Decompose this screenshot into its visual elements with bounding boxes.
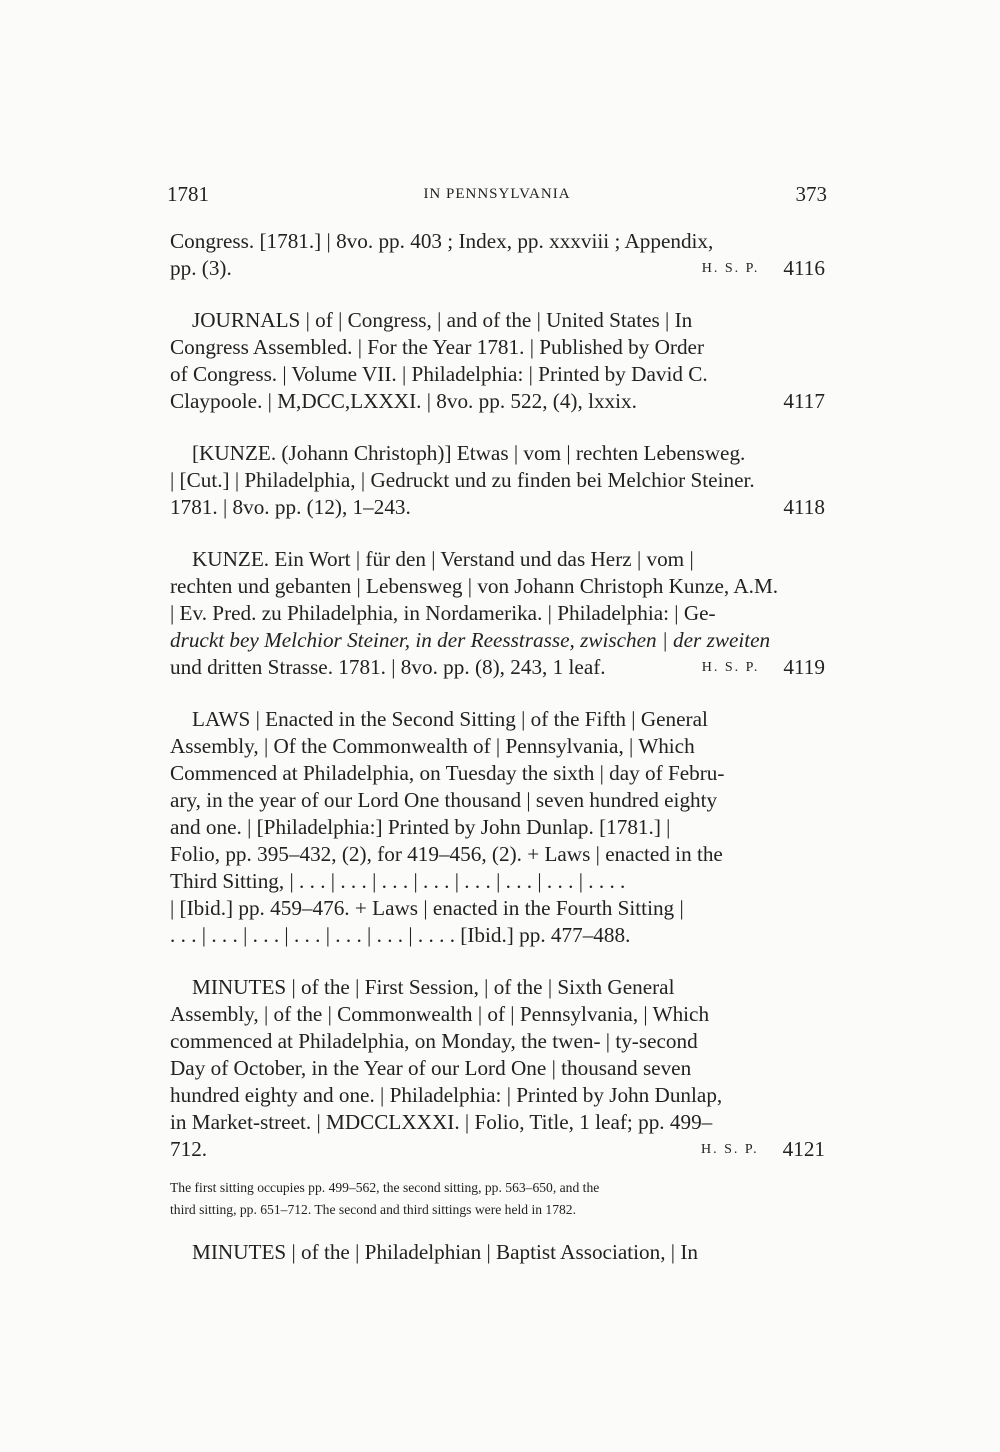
entry-line: | Ev. Pred. zu Philadelphia, in Nordamerika. | Philadelphia: | Ge- (170, 601, 716, 625)
entry-line: . . . | . . . | . . . | . . . | . . . | . . . | . . . . [Ibid.] pp. 477–488. (170, 923, 631, 947)
entry-tail (170, 1136, 825, 1163)
entry-last-line: Claypoole. | M,DCC,LXXXI. | 8vo. pp. 522, (4), lxxix. (170, 389, 637, 413)
entry-number: 4121 (782, 1137, 825, 1161)
entry-line: MINUTES | of the | Philadelphian | Baptist Association, | In (192, 1240, 698, 1264)
source-tag: H. S. P. (701, 660, 760, 675)
entry-line: | [Ibid.] pp. 459–476. + Laws | enacted in the Fourth Sitting | (170, 896, 684, 920)
entry-line: Third Sitting, | . . . | . . . | . . . | . . . | . . . | . . . | . . . | . . . . (170, 869, 626, 893)
running-head (167, 182, 827, 212)
entry-tail (170, 255, 825, 282)
entry-4119 (170, 546, 825, 681)
footnote-line: third sitting, pp. 651–712. The second and third sittings were held in 1782. (170, 1202, 577, 1217)
footnote-line: The first sitting occupies pp. 499–562, the second sitting, pp. 563–650, and the (170, 1180, 600, 1195)
running-head-title: IN PENNSYLVANIA (423, 186, 571, 202)
entry-4121 (170, 974, 825, 1163)
entry-number: 4118 (783, 495, 825, 519)
entry-line: MINUTES | of the | First Session, | of the | Sixth General (192, 975, 675, 999)
entry-number: 4116 (783, 256, 825, 280)
entry-line: JOURNALS | of | Congress, | and of the | United States | In (192, 308, 693, 332)
entry-line: LAWS | Enacted in the Second Sitting | of the Fifth | General (192, 707, 708, 731)
entry-line: Folio, pp. 395–432, (2), for 419–456, (2). + Laws | enacted in the (170, 842, 723, 866)
entry-4118 (170, 440, 825, 521)
entry-line: rechten und gebanten | Lebensweg | von Johann Christoph Kunze, A.M. (170, 574, 779, 598)
entry-line: KUNZE. Ein Wort | für den | Verstand und das Herz | vom | (192, 547, 694, 571)
entry-line: | [Cut.] | Philadelphia, | Gedruckt und zu finden bei Melchior Steiner. (170, 468, 755, 492)
entry-line: Congress. [1781.] | 8vo. pp. 403 ; Index, pp. xxxviii ; Appendix, (170, 229, 714, 253)
entry-line: Day of October, in the Year of our Lord One | thousand seven (170, 1056, 692, 1080)
entry-last-line: und dritten Strasse. 1781. | 8vo. pp. (8), 243, 1 leaf. (170, 655, 606, 679)
entry-laws (170, 706, 825, 949)
entry-last-line: 712. (170, 1137, 208, 1161)
entry-line: ary, in the year of our Lord One thousand | seven hundred eighty (170, 788, 718, 812)
entry-4117 (170, 307, 825, 415)
entry-line: Assembly, | of the | Commonwealth | of | Pennsylvania, | Which (170, 1002, 710, 1026)
footnote (170, 1177, 825, 1221)
entry-number: 4117 (783, 389, 825, 413)
entry-number: 4119 (783, 655, 825, 679)
running-head-year: 1781 (167, 182, 209, 206)
entry-line: in Market-street. | MDCCLXXXI. | Folio, Title, 1 leaf; pp. 499– (170, 1110, 713, 1134)
entry-tail (170, 494, 825, 521)
entry-line: commenced at Philadelphia, on Monday, the twen- | ty-second (170, 1029, 698, 1053)
entry-tail (170, 654, 825, 681)
entry-line: and one. | [Philadelphia:] Printed by John Dunlap. [1781.] | (170, 815, 671, 839)
entry-minutes-baptist (170, 1239, 825, 1266)
entry-line: [KUNZE. (Johann Christoph)] Etwas | vom | rechten Lebensweg. (192, 441, 746, 465)
entry-line: Congress Assembled. | For the Year 1781. | Published by Order (170, 335, 705, 359)
entry-last-line: pp. (3). (170, 256, 232, 280)
bibliography-body (170, 228, 825, 1266)
entry-tail (170, 388, 825, 415)
entry-line: Commenced at Philadelphia, on Tuesday the sixth | day of Febru- (170, 761, 725, 785)
entry-4116 (170, 228, 825, 282)
entry-line: of Congress. | Volume VII. | Philadelphia: | Printed by David C. (170, 362, 708, 386)
entry-last-line: 1781. | 8vo. pp. (12), 1–243. (170, 495, 411, 519)
entry-line: druckt bey Melchior Steiner, in der Reesstrasse, zwischen | der zweiten (170, 628, 771, 652)
entry-line: hundred eighty and one. | Philadelphia: | Printed by John Dunlap, (170, 1083, 723, 1107)
entry-line: Assembly, | Of the Commonwealth of | Pennsylvania, | Which (170, 734, 695, 758)
source-tag: H. S. P. (701, 261, 760, 276)
source-tag: H. S. P. (700, 1142, 759, 1157)
page-number: 373 (795, 182, 827, 206)
